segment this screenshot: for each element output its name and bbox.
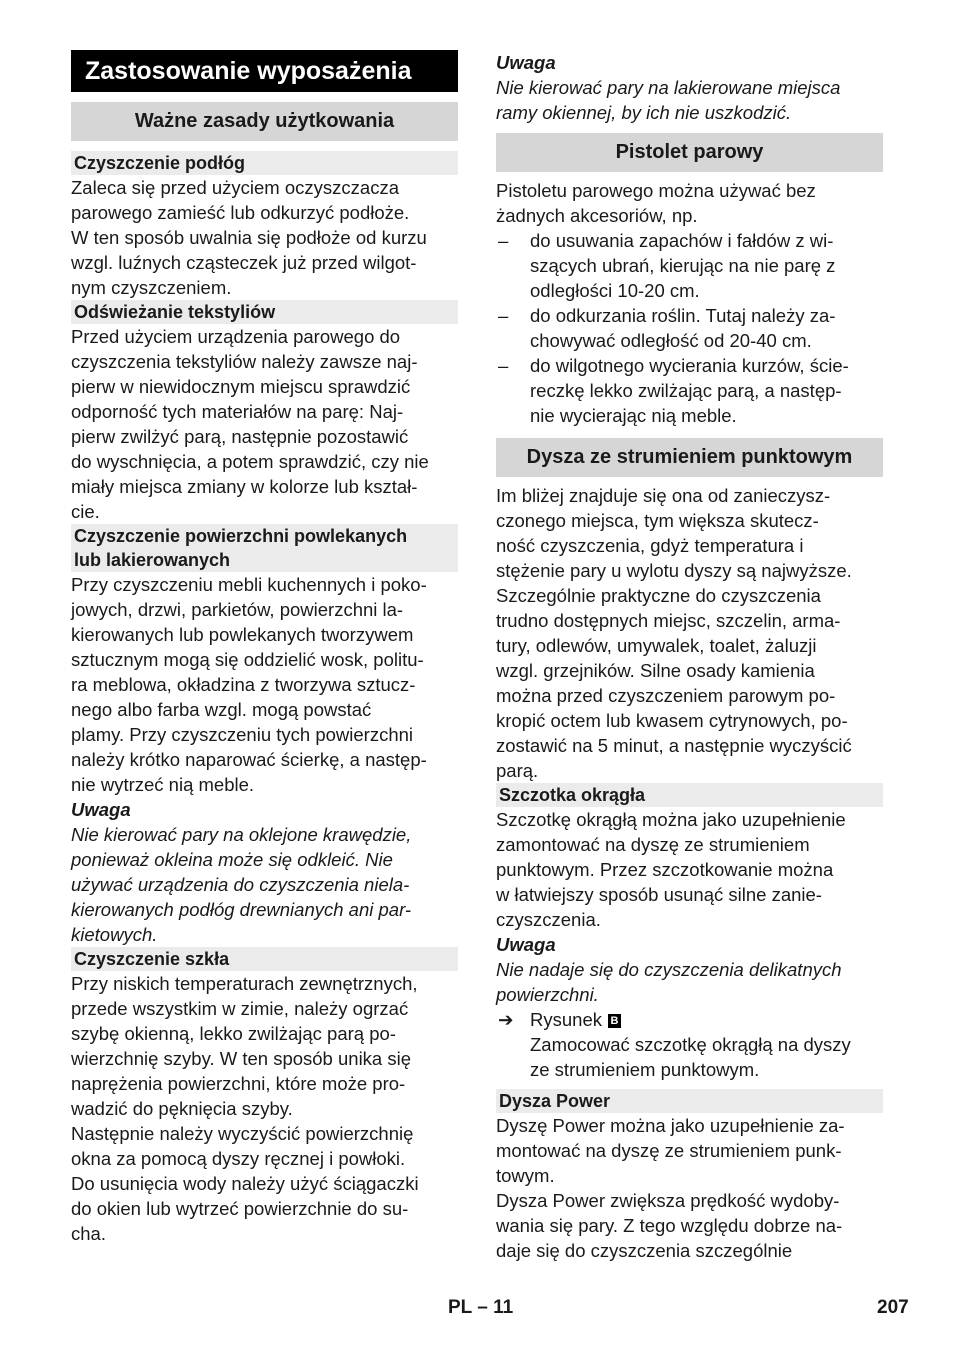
dash-bullet: – xyxy=(498,305,509,326)
text-line: miały miejsca zmiany w kolorze lub kształ- xyxy=(71,476,418,497)
text-line: szybę okienną, lekko zwilżając parą po- xyxy=(71,1023,396,1044)
list-line: nie wycierając nią meble. xyxy=(530,405,737,426)
text-line: Im bliżej znajduje się ona od zanieczysz- xyxy=(496,485,831,506)
text-line: punktowym. Przez szczotkowanie można xyxy=(496,859,834,880)
footer-section-num: 11 xyxy=(493,1297,514,1318)
coated-text xyxy=(71,572,458,797)
nozzle-text xyxy=(496,483,883,783)
text-line: Zaleca się przed użyciem oczyszczacza xyxy=(71,177,399,198)
note-line: Nie kierować pary na oklejone krawędzie, xyxy=(71,824,412,845)
right-column xyxy=(496,50,883,1263)
note-line: używać urządzenia do czyszczenia niela- xyxy=(71,874,410,895)
text-line: W ten sposób uwalnia się podłoże od kurzu xyxy=(71,227,427,248)
text-line: okna za pomocą dyszy ręcznej i powłoki. xyxy=(71,1148,406,1169)
text-line: w łatwiejszy sposób usunąć silne zanie- xyxy=(496,884,822,905)
heading-glass-cleaning: Czyszczenie szkła xyxy=(71,947,458,971)
text-line: do okien lub wytrzeć powierzchnie do su- xyxy=(71,1198,409,1219)
footer-section-label xyxy=(448,1297,513,1319)
text-line: wadzić do pęknięcia szyby. xyxy=(71,1098,293,1119)
figure-step xyxy=(496,1007,883,1082)
text-line: towym. xyxy=(496,1165,555,1186)
heading-floor-cleaning: Czyszczenie podłóg xyxy=(71,151,458,175)
dash-bullet: – xyxy=(498,355,509,376)
power-text xyxy=(496,1113,883,1263)
text-line: daje się do czyszczenia szczególnie xyxy=(496,1240,793,1261)
arrow-right-icon: ➔ xyxy=(498,1009,514,1030)
text-line: zostawić na 5 minut, a następnie wyczyścić xyxy=(496,735,852,756)
figure-ref-badge: B xyxy=(608,1014,621,1028)
brush-text xyxy=(496,807,883,932)
text-line: można przed czyszczeniem parowym po- xyxy=(496,685,836,706)
textiles-text xyxy=(71,324,458,524)
text-line: tury, odlewów, umywalek, toalet, żaluzji xyxy=(496,635,817,656)
list-line: do wilgotnego wycierania kurzów, ście- xyxy=(530,355,849,376)
text-line: zamontować na dyszę ze strumieniem xyxy=(496,834,810,855)
text-line: jowych, drzwi, parkietów, powierzchni la- xyxy=(71,599,404,620)
figure-label: Rysunek xyxy=(530,1009,602,1030)
text-line: cie. xyxy=(71,501,100,522)
text-line: nie wytrzeć nią meble. xyxy=(71,774,255,795)
list-item xyxy=(496,353,883,428)
text-line: montować na dyszę ze strumieniem punk- xyxy=(496,1140,842,1161)
dash-bullet: – xyxy=(498,230,509,251)
step-line: ze strumieniem punktowym. xyxy=(530,1059,760,1080)
text-line: pierw zwilżyć parą, następnie pozostawić xyxy=(71,426,409,447)
text-line: nym czyszczeniem. xyxy=(71,277,232,298)
text-line: wierzchnię szyby. W ten sposób unika się xyxy=(71,1048,412,1069)
heading-power-nozzle: Dysza Power xyxy=(496,1089,883,1113)
page-number: 207 xyxy=(877,1297,909,1318)
heading-coated-surfaces xyxy=(71,524,458,572)
note-line: ramy okiennej, by ich nie uszkodzić. xyxy=(496,102,792,123)
list-line: szących ubrań, kierując na nie parę z xyxy=(530,255,836,276)
text-line: cha. xyxy=(71,1223,106,1244)
note-line: ponieważ okleina może się odkleić. Nie xyxy=(71,849,393,870)
text-line: kierowanych lub powlekanych tworzywem xyxy=(71,624,414,645)
text-line: ność czyszczenia, gdyż temperatura i xyxy=(496,535,804,556)
text-line: Pistoletu parowego można używać bez xyxy=(496,180,816,201)
note-line: Nie kierować pary na lakierowane miejsca xyxy=(496,77,841,98)
text-line: czyszczenia. xyxy=(496,909,601,930)
glass-text xyxy=(71,971,458,1246)
text-line: pierw w niewidocznym miejscu sprawdzić xyxy=(71,376,411,397)
text-line: nego albo farba wzgl. mogą powstać xyxy=(71,699,372,720)
list-item xyxy=(496,228,883,303)
footer-lang: PL xyxy=(448,1297,472,1318)
text-line: stężenie pary u wylotu dyszy są najwyższe. xyxy=(496,560,852,581)
text-line: przede wszystkim w zimie, należy ogrzać xyxy=(71,998,409,1019)
text-line: wzgl. luźnych cząsteczek już przed wilgot- xyxy=(71,252,417,273)
text-line: odporność tych materiałów na parę: Naj- xyxy=(71,401,404,422)
list-line: reczkę lekko zwilżając parą, a następ- xyxy=(530,380,842,401)
text-line: ra meblowa, okładzina z tworzywa sztucz- xyxy=(71,674,416,695)
text-line: wania się pary. Z tego względu dobrze na- xyxy=(496,1215,843,1236)
heading-line: Czyszczenie powierzchni powlekanych xyxy=(74,526,408,546)
note-line: Nie nadaje się do czyszczenia delikatnych xyxy=(496,959,842,980)
text-line: Dyszę Power można jako uzupełnienie za- xyxy=(496,1115,845,1136)
note-label: Uwaga xyxy=(496,934,556,955)
text-line: kropić octem lub kwasem cytrynowych, po- xyxy=(496,710,848,731)
list-item xyxy=(496,303,883,353)
text-line: Przy niskich temperaturach zewnętrznych, xyxy=(71,973,418,994)
text-line: sztucznym mogą się oddzielić wosk, politu- xyxy=(71,649,424,670)
text-line: należy krótko naparować ścierkę, a następ- xyxy=(71,749,427,770)
text-line: czonego miejsca, tym większa skutecz- xyxy=(496,510,819,531)
text-line: żadnych akcesoriów, np. xyxy=(496,205,698,226)
note-label: Uwaga xyxy=(71,799,131,820)
left-column xyxy=(71,50,458,1246)
coated-note xyxy=(71,822,458,947)
note-label: Uwaga xyxy=(496,52,556,73)
heading-round-brush: Szczotka okrągła xyxy=(496,783,883,807)
text-line: plamy. Przy czyszczeniu tych powierzchni xyxy=(71,724,414,745)
section-important-rules: Ważne zasady użytkowania xyxy=(71,102,458,141)
text-line: parą. xyxy=(496,760,539,781)
text-line: trudno dostępnych miejsc, szczelin, arma- xyxy=(496,610,841,631)
page-title: Zastosowanie wyposażenia xyxy=(71,50,458,92)
text-line: Następnie należy wyczyścić powierzchnię xyxy=(71,1123,414,1144)
floor-text xyxy=(71,175,458,300)
note-line: kierowanych podłóg drewnianych ani par- xyxy=(71,899,412,920)
text-line: Przy czyszczeniu mebli kuchennych i poko- xyxy=(71,574,427,595)
list-line: chowywać odległość od 20-40 cm. xyxy=(530,330,812,351)
text-line: wzgl. grzejników. Silne osady kamienia xyxy=(496,660,815,681)
section-point-jet-nozzle: Dysza ze strumieniem punktowym xyxy=(496,438,883,477)
list-line: odległości 10-20 cm. xyxy=(530,280,700,301)
text-line: Szczególnie praktyczne do czyszczenia xyxy=(496,585,821,606)
heading-line: lub lakierowanych xyxy=(74,550,231,570)
text-line: Szczotkę okrągłą można jako uzupełnienie xyxy=(496,809,846,830)
text-line: Do usunięcia wody należy użyć ściągaczki xyxy=(71,1173,419,1194)
text-line: Przed użyciem urządzenia parowego do xyxy=(71,326,401,347)
text-line: Dysza Power zwiększa prędkość wydoby- xyxy=(496,1190,840,1211)
text-line: czyszczenia tekstyliów należy zawsze naj- xyxy=(71,351,418,372)
section-steam-gun: Pistolet parowy xyxy=(496,133,883,172)
footer-sep: – xyxy=(477,1297,488,1318)
text-line: naprężenia powierzchni, które może pro- xyxy=(71,1073,406,1094)
note-line: powierzchni. xyxy=(496,984,599,1005)
text-line: do wyschnięcia, a potem sprawdzić, czy nie xyxy=(71,451,429,472)
note-line: kietowych. xyxy=(71,924,158,945)
text-line: parowego zamieść lub odkurzyć podłoże. xyxy=(71,202,410,223)
list-line: do usuwania zapachów i fałdów z wi- xyxy=(530,230,834,251)
heading-textiles: Odświeżanie tekstyliów xyxy=(71,300,458,324)
step-line: Zamocować szczotkę okrągłą na dyszy xyxy=(530,1034,851,1055)
list-line: do odkurzania roślin. Tutaj należy za- xyxy=(530,305,836,326)
